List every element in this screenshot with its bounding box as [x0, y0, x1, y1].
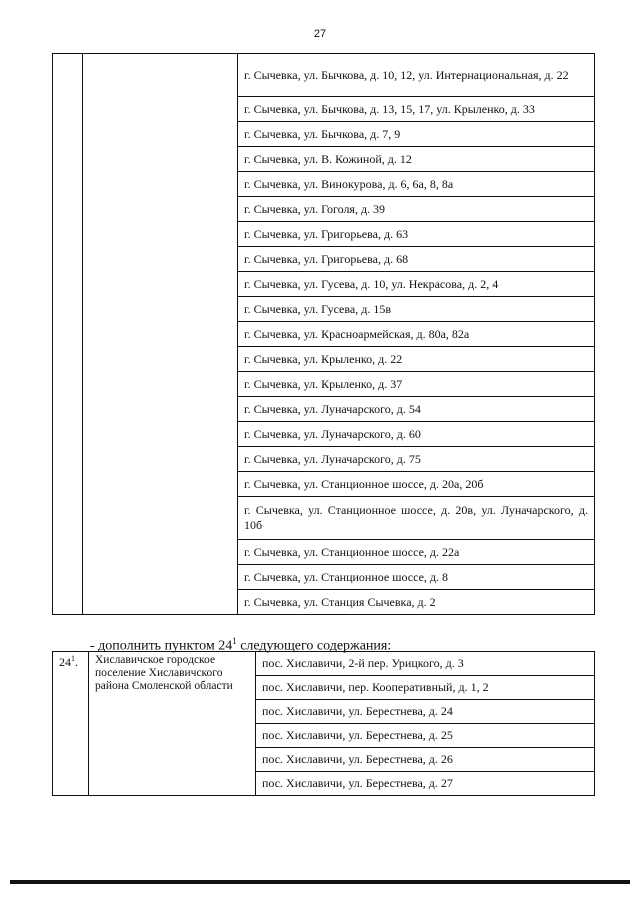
- address-cell: г. Сычевка, ул. Гоголя, д. 39: [238, 197, 595, 222]
- settlement-cell: [83, 54, 238, 615]
- new-item-table: [52, 651, 595, 796]
- address-cell: пос. Хиславичи, ул. Берестнева, д. 25: [256, 724, 595, 748]
- address-cell: г. Сычевка, ул. Станционное шоссе, д. 8: [238, 565, 595, 590]
- settlement-name-cell: Хиславичское городское поселение Хиславичского района Смоленской области: [89, 652, 256, 796]
- item-number-cell: [53, 652, 89, 796]
- address-cell: пос. Хиславичи, ул. Берестнева, д. 24: [256, 700, 595, 724]
- page-number: 27: [313, 28, 327, 40]
- address-cell: г. Сычевка, ул. Бычкова, д. 10, 12, ул. Интернациональная, д. 22: [238, 54, 595, 97]
- address-cell: г. Сычевка, ул. Луначарского, д. 60: [238, 422, 595, 447]
- item-number-superscript: 1: [71, 654, 75, 663]
- address-cell: г. Сычевка, ул. Станционное шоссе, д. 20в, ул. Луначарского, д. 10б: [238, 497, 595, 540]
- address-cell: пос. Хиславичи, ул. Берестнева, д. 26: [256, 748, 595, 772]
- address-cell: г. Сычевка, ул. Станция Сычевка, д. 2: [238, 590, 595, 615]
- address-cell: г. Сычевка, ул. Гусева, д. 10, ул. Некрасова, д. 2, 4: [238, 272, 595, 297]
- continuation-table: [52, 53, 595, 615]
- address-cell: г. Сычевка, ул. Бычкова, д. 7, 9: [238, 122, 595, 147]
- address-cell: г. Сычевка, ул. Гусева, д. 15в: [238, 297, 595, 322]
- address-cell: г. Сычевка, ул. Красноармейская, д. 80а, 82а: [238, 322, 595, 347]
- address-cell: пос. Хиславичи, ул. Берестнева, д. 27: [256, 772, 595, 796]
- amendment-note-suffix: следующего содержания:: [236, 638, 392, 654]
- address-cell: г. Сычевка, ул. Станционное шоссе, д. 20а, 20б: [238, 472, 595, 497]
- address-cell: г. Сычевка, ул. Винокурова, д. 6, 6а, 8, 8а: [238, 172, 595, 197]
- amendment-note-superscript: 1: [232, 636, 237, 646]
- address-cell: г. Сычевка, ул. В. Кожиной, д. 12: [238, 147, 595, 172]
- address-cell: пос. Хиславичи, 2-й пер. Урицкого, д. 3: [256, 652, 595, 676]
- number-cell: [53, 54, 83, 615]
- amendment-note-prefix: - дополнить пунктом 24: [90, 638, 233, 654]
- address-cell: г. Сычевка, ул. Крыленко, д. 22: [238, 347, 595, 372]
- address-cell: г. Сычевка, ул. Луначарского, д. 75: [238, 447, 595, 472]
- address-cell: г. Сычевка, ул. Григорьева, д. 63: [238, 222, 595, 247]
- scan-edge-bar: [10, 880, 630, 884]
- table-row: [53, 54, 595, 97]
- item-number: 24: [59, 655, 71, 669]
- address-cell: пос. Хиславичи, пер. Кооперативный, д. 1, 2: [256, 676, 595, 700]
- address-cell: г. Сычевка, ул. Луначарского, д. 54: [238, 397, 595, 422]
- address-cell: г. Сычевка, ул. Крыленко, д. 37: [238, 372, 595, 397]
- table-row: [53, 652, 595, 676]
- address-cell: г. Сычевка, ул. Григорьева, д. 68: [238, 247, 595, 272]
- address-cell: г. Сычевка, ул. Станционное шоссе, д. 22а: [238, 540, 595, 565]
- address-cell: г. Сычевка, ул. Бычкова, д. 13, 15, 17, ул. Крыленко, д. 33: [238, 97, 595, 122]
- item-number-suffix: .: [75, 655, 78, 669]
